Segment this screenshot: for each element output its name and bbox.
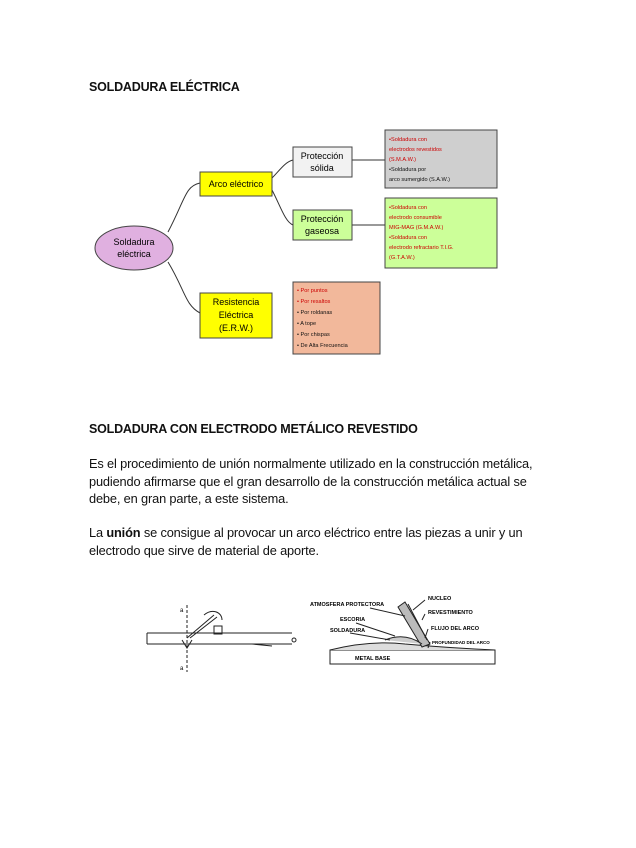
solid-method-item: electrodos revestidos: [389, 147, 442, 153]
label-arc-flow: FLUJO DEL ARCO: [431, 626, 479, 632]
resistance-method-item: • Por resaltos: [297, 299, 331, 305]
resistance-method-item: • De Alta Frecuencia: [297, 343, 348, 349]
welding-cross-section-figure: [310, 592, 500, 672]
paragraph-union-bold-word: unión: [106, 525, 141, 540]
paragraph-union-rest: se consigue al provocar un arco eléctrico entre las piezas a unir y un electrodo que sirve de material de aporte.: [89, 525, 523, 558]
sketch-label-a-bottom: a: [180, 666, 184, 672]
resistance-branch-line2: Eléctrica: [218, 310, 254, 320]
electrode-angle-sketch: [142, 600, 302, 680]
root-node-label-line1: Soldadura: [113, 237, 155, 247]
label-arc-depth: PROFUNDIDAD DEL ARCO: [432, 640, 490, 645]
label-protective-atmosphere: ATMOSFERA PROTECTORA: [310, 602, 385, 608]
paragraph-procedure: Es el procedimiento de unión normalmente utilizado en la construcción metálica, pudiendo afirmarse que el gran desarrollo de la construcción metálica actual se debe, en gran parte, a este sistema.: [89, 456, 533, 506]
section-title-coated-electrode: SOLDADURA CON ELECTRODO METÁLICO REVESTIDO: [89, 422, 418, 436]
sketch-label-a-top: a: [180, 608, 184, 614]
label-base-metal: METAL BASE: [355, 656, 391, 662]
gas-method-item: electrodo consumible: [389, 215, 442, 221]
resistance-method-item: • A tope: [297, 321, 317, 327]
label-slag: ESCORIA: [340, 617, 366, 623]
gas-method-item: •Soldadura con: [389, 235, 428, 241]
paragraph-union-prefix: La: [89, 525, 107, 540]
solid-protection-line2: sólida: [310, 163, 334, 173]
solid-method-item: (S.M.A.W.): [389, 157, 417, 163]
solid-protection-line1: Protección: [300, 151, 344, 161]
gas-protection-line1: Protección: [300, 214, 344, 224]
section-title-electric-welding: SOLDADURA ELÉCTRICA: [89, 80, 240, 94]
solid-method-item: arco sumergido (S.A.W.): [389, 177, 450, 183]
resistance-method-item: • Por chispas: [297, 332, 330, 338]
gas-method-item: MIG-MAG (G.M.A.W.): [389, 225, 444, 231]
resistance-method-item: • Por roldanas: [297, 310, 333, 316]
gas-method-item: •Soldadura con: [389, 205, 428, 211]
resistance-branch-line1: Resistencia: [212, 297, 260, 307]
welding-classification-diagram: [0, 120, 636, 380]
resistance-method-item: • Por puntos: [297, 288, 328, 294]
solid-method-item: •Soldadura por: [389, 167, 427, 173]
paragraph-union: [89, 524, 549, 559]
root-node-ellipse: [95, 226, 173, 270]
arc-branch-label: Arco eléctrico: [208, 179, 264, 189]
label-weld: SOLDADURA: [330, 628, 366, 634]
gas-method-item: electrodo refractario T.I.G.: [389, 245, 454, 251]
label-coating: REVESTIMIENTO: [428, 610, 473, 616]
gas-method-item: (G.T.A.W.): [389, 255, 415, 261]
gas-protection-line2: gaseosa: [304, 226, 340, 236]
resistance-branch-line3: (E.R.W.): [219, 323, 253, 333]
solid-method-item: •Soldadura con: [389, 137, 428, 143]
label-core: NUCLEO: [428, 596, 452, 602]
root-node-label-line2: eléctrica: [117, 249, 151, 259]
